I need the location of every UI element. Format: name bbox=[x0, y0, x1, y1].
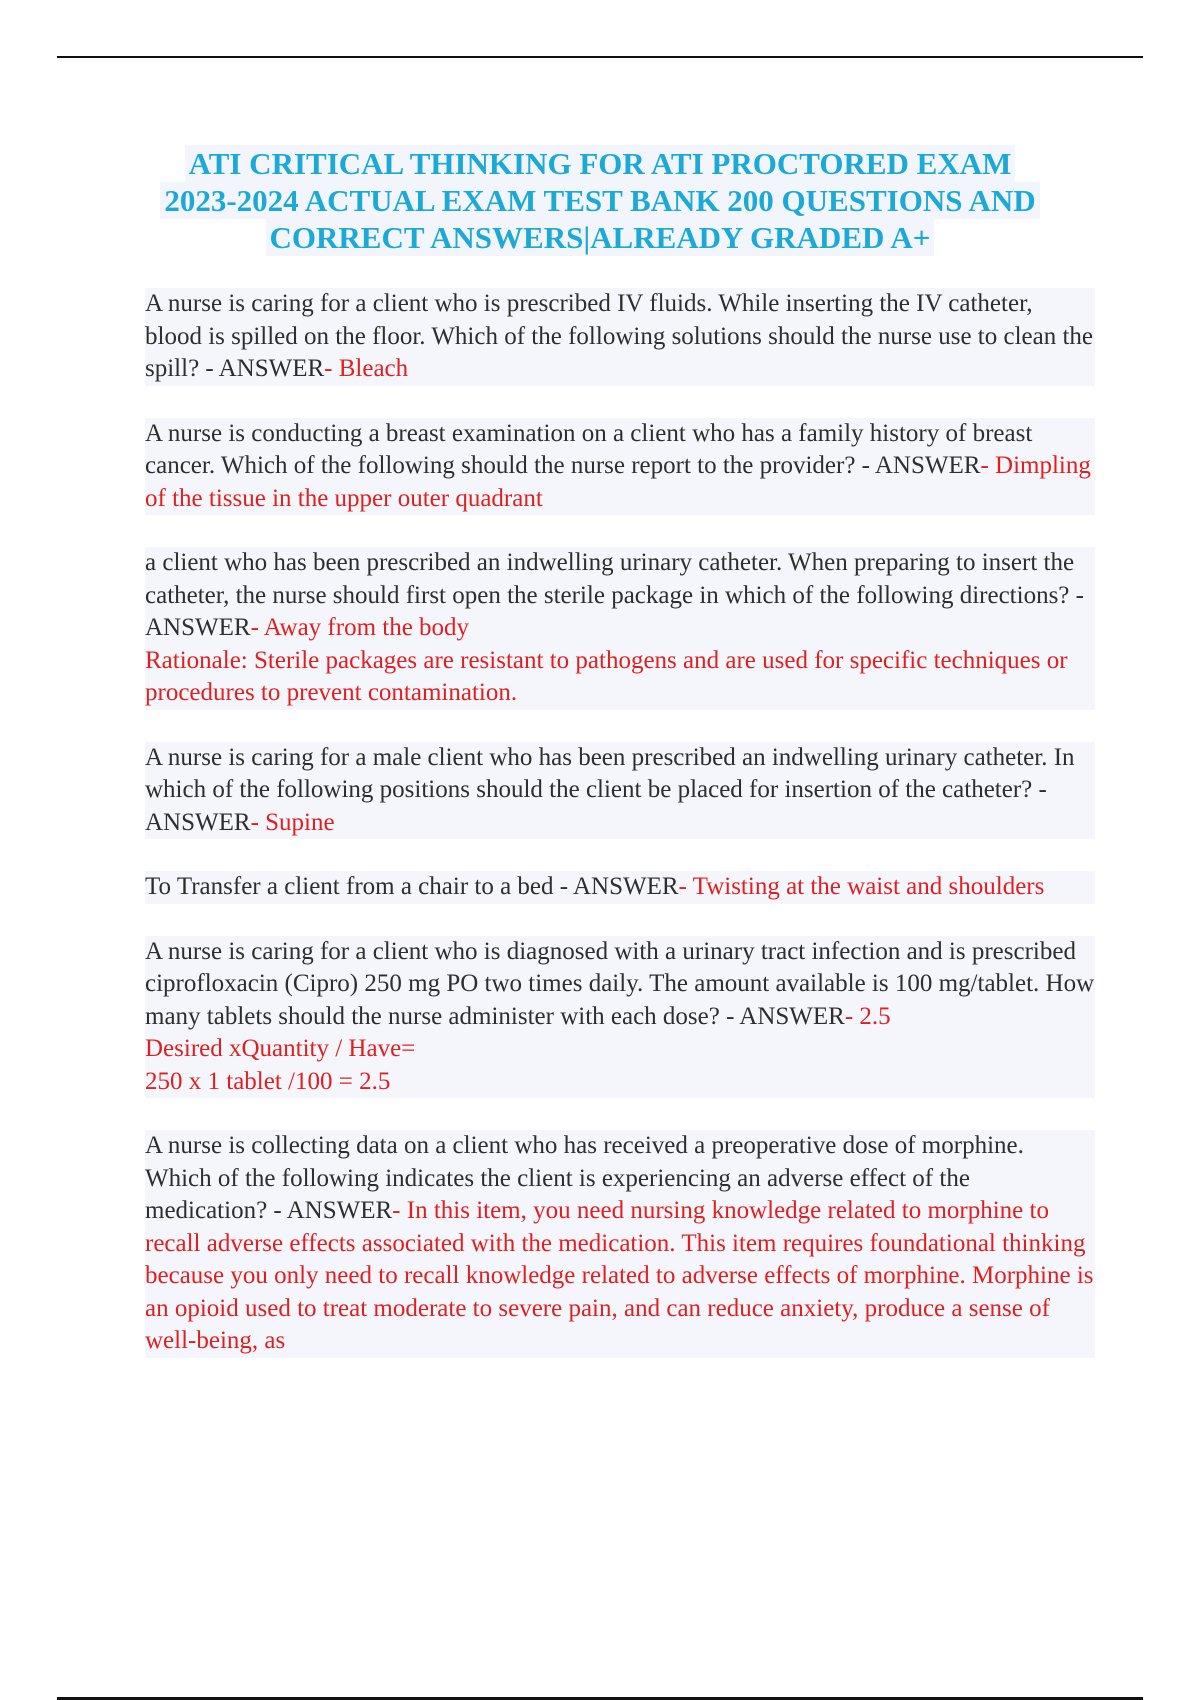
question-text: A nurse is collecting data on a client who has received a preoperative dose of morphine. Which of the following indicates the client is experiencing an adverse effect of the medication? - ANSWER bbox=[145, 1132, 1024, 1224]
question-text: A nurse is caring for a client who is prescribed IV fluids. While inserting the IV catheter, blood is spilled on the floor. Which of the following solutions should the nurse use to clean the spill? - ANSWER bbox=[145, 290, 1094, 382]
qa-item bbox=[145, 1130, 1095, 1358]
question-text: A nurse is caring for a client who is diagnosed with a urinary tract infection and is prescribed ciprofloxacin (Cipro) 250 mg PO two times daily. The amount available is 100 mg/tablet. How many tablets should the nurse administer with each dose? - ANSWER bbox=[145, 937, 1095, 1030]
answer-text: - Away from the body bbox=[250, 614, 470, 641]
answer-text: - 2.5 bbox=[844, 1002, 891, 1030]
page-title bbox=[100, 145, 1100, 256]
answer-text: - Bleach bbox=[324, 355, 409, 382]
qa-item bbox=[145, 936, 1095, 1099]
title-line-3: CORRECT ANSWERS|ALREADY GRADED A+ bbox=[266, 219, 935, 256]
formula-line: Desired xQuantity / Have= bbox=[145, 1035, 416, 1062]
answer-text: - Twisting at the waist and shoulders bbox=[678, 873, 1045, 900]
answer-text: - In this item, you need nursing knowledge related to morphine to recall adverse effects associated with the medication. This item requires foundational thinking because you only need to recall knowledge related to adverse effects of morphine. Morphine is an opioid used to treat moderate to severe pain, and can reduce anxiety, produce a sense of well-being, as bbox=[145, 1197, 1094, 1354]
title-line-1: ATI CRITICAL THINKING FOR ATI PROCTORED EXAM bbox=[185, 145, 1016, 182]
answer-text: - Dimpling of the tissue in the upper outer quadrant bbox=[145, 452, 1091, 512]
rationale-text: Rationale: Sterile packages are resistant to pathogens and are used for specific techniques or procedures to prevent contamination. bbox=[145, 646, 1068, 706]
question-text: A nurse is caring for a male client who has been prescribed an indwelling urinary catheter. In which of the following positions should the client be placed for insertion of the catheter? - ANSWER bbox=[145, 743, 1075, 836]
question-text: To Transfer a client from a chair to a bed - ANSWER bbox=[145, 873, 679, 900]
qa-item bbox=[145, 288, 1095, 386]
qa-item bbox=[145, 418, 1095, 516]
title-line-2: 2023-2024 ACTUAL EXAM TEST BANK 200 QUESTIONS AND bbox=[160, 182, 1039, 219]
qa-item bbox=[145, 742, 1095, 840]
question-text: A nurse is conducting a breast examination on a client who has a family history of breast cancer. Which of the following should the nurse report to the provider? - ANSWER bbox=[145, 419, 1033, 479]
answer-text: - Supine bbox=[250, 808, 335, 836]
qa-item bbox=[145, 871, 1095, 904]
qa-item bbox=[145, 547, 1095, 710]
top-rule bbox=[57, 56, 1143, 58]
qa-list bbox=[145, 288, 1095, 1390]
question-text: a client who has been prescribed an indwelling urinary catheter. When preparing to insert the catheter, the nurse should first open the sterile package in which of the following directions? - ANSWER bbox=[145, 549, 1084, 641]
calculation-line: 250 x 1 tablet /100 = 2.5 bbox=[145, 1067, 391, 1095]
